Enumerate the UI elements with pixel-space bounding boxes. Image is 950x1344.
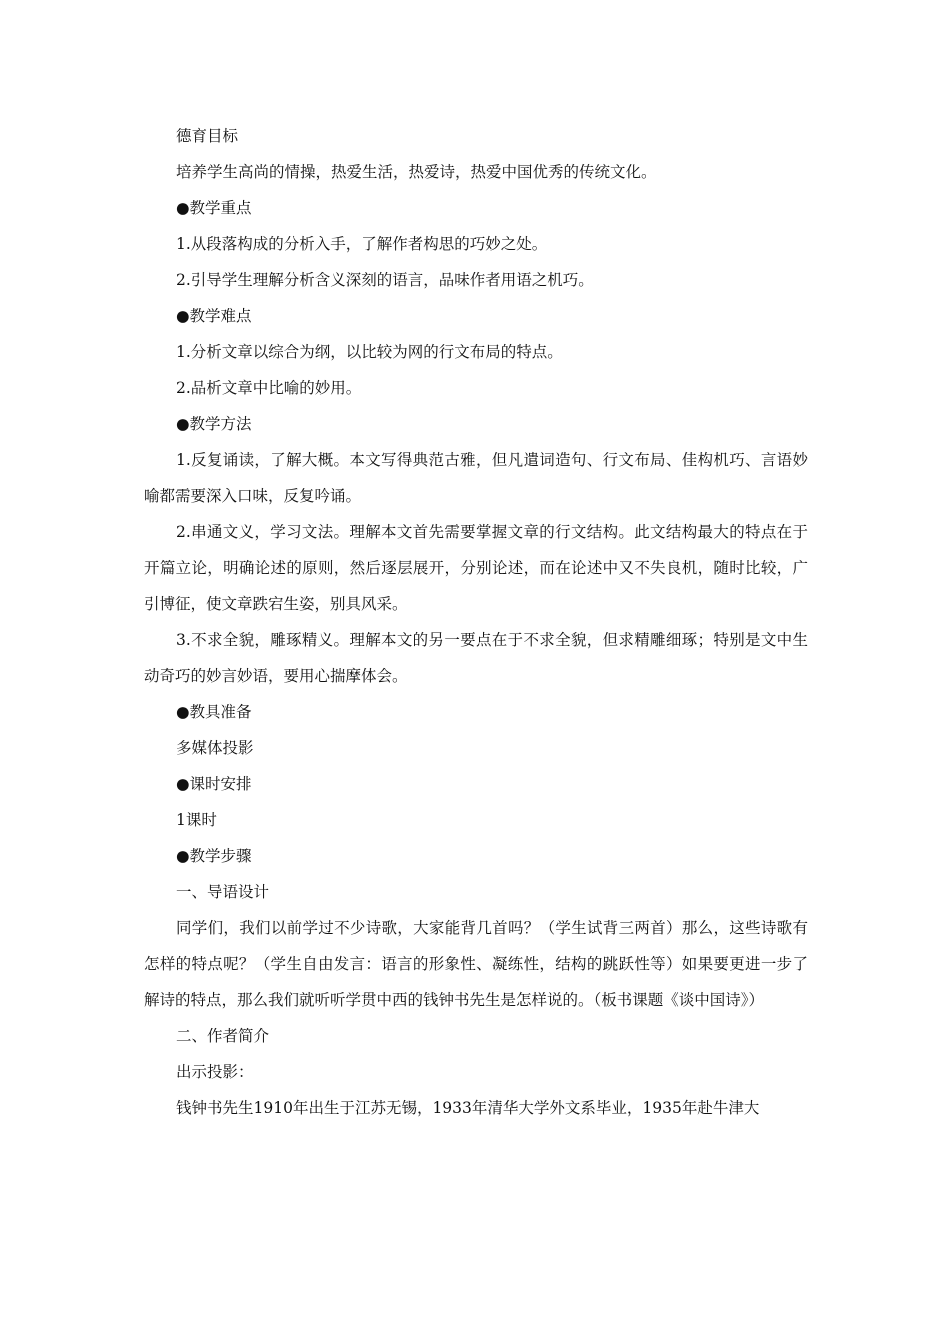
key-point-2: 2.引导学生理解分析含义深刻的语言，品味作者用语之机巧。 [176,271,594,289]
moral-goal-heading: 德育目标 [176,127,239,145]
schedule-text: 1课时 [176,811,217,829]
step-2-heading: 二、作者简介 [176,1027,270,1045]
steps-heading: ●教学步骤 [176,847,252,865]
moral-goal-text: 培养学生高尚的情操，热爱生活，热爱诗，热爱中国优秀的传统文化。 [176,163,657,181]
difficulties-heading: ●教学难点 [176,307,252,325]
difficulty-2: 2.品析文章中比喻的妙用。 [176,379,362,397]
method-2: 2.串通文义，学习文法。理解本文首先需要掌握文章的行文结构。此文结构最大的特点在于开篇立论，明确论述的原则，然后逐层展开，分别论述，而在论述中又不失良机，随时比较，广引博征，使文章跌宕生姿，别具风采。 [144,523,808,613]
step-1-heading: 一、导语设计 [176,883,270,901]
projection-label: 出示投影： [176,1063,254,1081]
author-bio-text: 钱钟书先生1910年出生于江苏无锡，1933年清华大学外文系毕业，1935年赴牛津大 [176,1099,760,1117]
schedule-heading: ●课时安排 [176,775,252,793]
difficulty-1: 1.分析文章以综合为纲，以比较为网的行文布局的特点。 [176,343,563,361]
document-page [144,118,808,1126]
method-3: 3.不求全貌，雕琢精义。理解本文的另一要点在于不求全貌，但求精雕细琢；特别是文中生动奇巧的妙言妙语，要用心揣摩体会。 [144,631,808,685]
key-point-1: 1.从段落构成的分析入手，了解作者构思的巧妙之处。 [176,235,548,253]
tools-heading: ●教具准备 [176,703,252,721]
method-1: 1.反复诵读，了解大概。本文写得典范古雅，但凡遣词造句、行文布局、佳构机巧、言语妙喻都需要深入口味，反复吟诵。 [144,451,808,505]
methods-heading: ●教学方法 [176,415,252,433]
key-points-heading: ●教学重点 [176,199,252,217]
tools-text: 多媒体投影 [176,739,254,757]
step-1-text: 同学们，我们以前学过不少诗歌，大家能背几首吗？（学生试背三两首）那么，这些诗歌有怎样的特点呢？（学生自由发言：语言的形象性、凝练性，结构的跳跃性等）如果要更进一步了解诗的特点，那么我们就听听学贯中西的钱钟书先生是怎样说的。（板书课题《谈中国诗》） [144,919,808,1009]
